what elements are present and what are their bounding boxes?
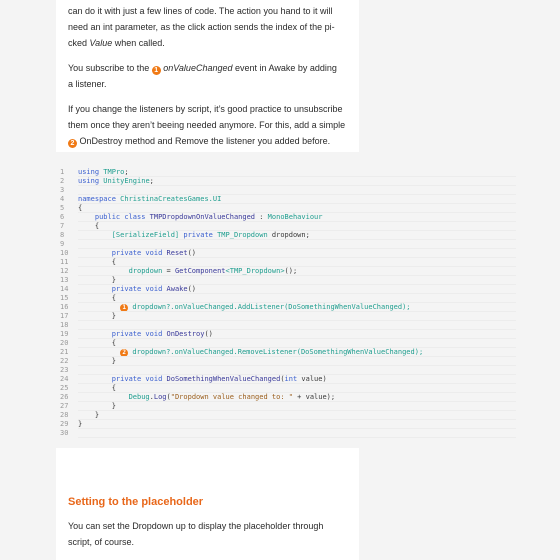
code-token: Log [153,393,167,401]
code-token: ( [280,375,285,383]
section-card [56,448,359,560]
code-token: Reset [166,249,188,257]
line-number: 6 [60,213,65,221]
code-token: ( [166,393,171,401]
line-number: 5 [60,204,65,212]
code-token: private void [111,249,167,257]
code-token: dropdown; [267,231,310,239]
code-token [78,303,120,311]
code-line [60,258,516,267]
code-token: { [78,339,116,347]
step-1-badge: 1 [152,66,161,75]
intro-paragraph-1 [68,3,347,51]
code-line [60,402,516,411]
code-token: () [204,330,213,338]
code-token: } [78,411,100,419]
code-token: } [78,276,116,284]
code-token: OnDestroy [166,330,205,338]
text-line: a listener. [68,79,107,89]
code-line [60,357,516,366]
code-line [60,303,516,312]
text-line: You subscribe to the [68,63,152,73]
code-token: } [78,420,83,428]
code-token: dropdown [128,267,163,275]
line-number: 14 [60,285,69,293]
text-line: them once they aren’t beeing needed anymore. For this, add a simple [68,120,346,130]
code-token [78,348,120,356]
code-token: { [78,384,116,392]
text-line: need an int parameter, as the click action sends the index of the pi- [68,22,335,32]
text-line: when called. [112,38,165,48]
code-token: } [78,357,116,365]
code-line [60,240,516,249]
text-line: OnDestroy method and Remove the listener you added before. [77,136,331,146]
code-token: (); [284,267,298,275]
code-token: MonoBehaviour [267,213,323,221]
event-emphasis: onValueChanged [163,63,233,73]
line-number: 12 [60,267,69,275]
code-token: = [162,267,175,275]
step-2-badge: 2 [68,139,77,148]
step-2-marker: 2 [120,349,128,357]
code-token: namespace [78,195,121,203]
step-1-marker: 1 [120,304,128,312]
text-line: If you change the listeners by script, it’s good practice to unsubscribe [68,104,343,114]
line-number: 13 [60,276,69,284]
section-paragraph [68,518,347,550]
line-number: 21 [60,348,69,356]
code-line [60,312,516,321]
line-number: 7 [60,222,65,230]
code-token: "Dropdown value changed to: " [170,393,293,401]
code-token: dropdown?.onValueChanged.RemoveListener(DoSomethingWhenValueChanged); [132,348,424,356]
code-line [60,420,516,429]
code-token [78,249,112,257]
code-token: () [187,285,197,293]
code-token: TMPDropdownOnValueChanged [149,213,256,221]
code-token [78,213,95,221]
text-line: can do it with just a few lines of code. The action you hand to it will [68,6,333,16]
intro-paragraph-3 [68,101,347,149]
code-token: using [78,168,104,176]
code-line [60,393,516,402]
line-number: 4 [60,195,65,203]
code-line [60,321,516,330]
code-token: DoSomethingWhenValueChanged [166,375,281,383]
line-number: 2 [60,177,65,185]
code-line [60,267,516,276]
line-number: 22 [60,357,69,365]
line-number: 3 [60,186,65,194]
section-heading: Setting to the placeholder [68,496,204,508]
line-number: 18 [60,321,69,329]
code-token: private void [111,375,167,383]
value-emphasis: Value [89,38,113,48]
code-line [60,366,516,375]
code-token: <TMP_Dropdown> [225,267,285,275]
code-token: value) [301,375,327,383]
code-line [60,195,516,204]
code-token: [SerializeField] [111,231,180,239]
code-token [78,285,112,293]
line-number: 20 [60,339,69,347]
code-token: + value); [292,393,336,401]
code-token: Debug [128,393,150,401]
text-line: cked [68,38,90,48]
line-number: 26 [60,393,69,401]
code-token: { [78,258,116,266]
code-token: private void [111,285,167,293]
code-token: } [78,312,116,320]
code-token: UnityEngine [103,177,150,185]
code-line [60,186,516,195]
code-line [60,411,516,420]
line-number: 11 [60,258,69,266]
code-token: { [78,222,100,230]
code-token: GetComponent [174,267,226,275]
code-token [78,375,112,383]
line-number: 24 [60,375,69,383]
code-token: private [179,231,218,239]
line-number: 25 [60,384,69,392]
code-token: : [255,213,268,221]
code-token: private void [111,330,167,338]
line-number: 30 [60,429,69,437]
code-line [60,339,516,348]
intro-card [56,0,359,152]
code-token: TMPro [103,168,125,176]
code-token [78,231,112,239]
code-line [60,429,516,438]
code-token: { [78,294,116,302]
code-token: Awake [166,285,188,293]
code-token: . [149,393,154,401]
code-line [60,249,516,258]
code-token: dropdown?.onValueChanged.AddListener(DoSomethingWhenValueChanged); [132,303,411,311]
code-line [60,204,516,213]
line-number: 19 [60,330,69,338]
code-line [60,231,516,240]
code-token: public class [94,213,150,221]
code-line [60,348,516,357]
code-token: TMP_Dropdown [217,231,268,239]
line-number: 29 [60,420,69,428]
code-token: ; [149,177,154,185]
line-number: 23 [60,366,69,374]
code-line [60,384,516,393]
code-line [60,330,516,339]
code-token: using [78,177,104,185]
code-line [60,294,516,303]
code-token [78,267,129,275]
code-token: } [78,402,116,410]
text-line: You can set the Dropdown up to display the placeholder through [68,521,324,531]
text-line: script, of course. [68,537,135,547]
code-token: ; [124,168,129,176]
code-line [60,168,516,177]
code-token: () [187,249,197,257]
line-number: 10 [60,249,69,257]
code-line [60,375,516,384]
code-line [60,177,516,186]
intro-paragraph-2 [68,60,347,92]
line-number: 27 [60,402,69,410]
line-number: 16 [60,303,69,311]
line-number: 15 [60,294,69,302]
line-number: 28 [60,411,69,419]
code-token [78,393,129,401]
line-number: 17 [60,312,69,320]
code-line [60,213,516,222]
text-line: event in Awake by adding [232,63,337,73]
code-block [60,168,516,440]
line-number: 8 [60,231,65,239]
code-token: int [284,375,302,383]
code-token: ChristinaCreatesGames.UI [120,195,222,203]
code-line [60,222,516,231]
code-token: { [78,204,83,212]
code-line [60,276,516,285]
line-number: 1 [60,168,65,176]
code-line [60,285,516,294]
line-number: 9 [60,240,65,248]
code-token [78,330,112,338]
